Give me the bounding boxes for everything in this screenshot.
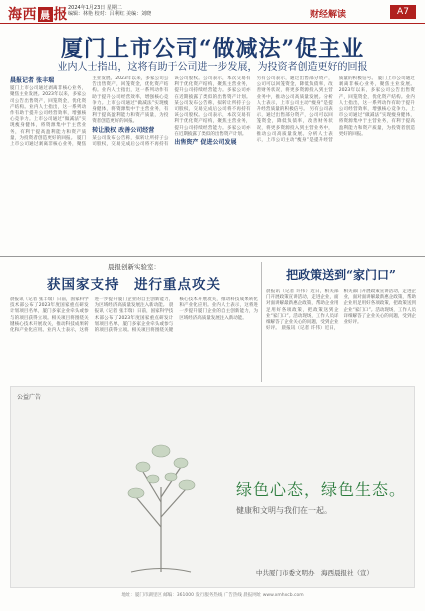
lead-article	[10, 76, 415, 254]
lead-paragraph-4: 厦门上市公司通过剥离非核心业务，聚焦主业发展。2023年以来，多家公司公告出售资产，回笼资金，优化资产结构。业内人士指出，这一系列动作有助于提升公司经营效率，增强核心竞争力。上市公司通过“做减法”实现瘦身健体，将资源集中于主营业务，有利于提高盈利能力和资产质量，为投资者创造更好的回报。	[338, 76, 415, 137]
page-footer: 地址：厦门市湖里区 邮编：361000 发行服务热线 广告热线 晨报网址 www.xmhxcb.com	[121, 593, 304, 598]
lead-paragraph-1b: 厦门上市公司通过剥离非核心业务，聚焦主业发展。2023年以来，多家公司公告出售资产，回笼资金，优化资产结构。业内人士指出，这一系列动作有助于提升公司经营效率，增强核心竞争力。上市公司通过“做减法”实现瘦身健体，将资源集中于主营业务，有利于提高盈利能力和资产质量，为投资者创造更好的回报。	[10, 76, 169, 148]
newspaper-logo	[8, 4, 68, 24]
policy-title: 把政策送到“家门口”	[286, 268, 396, 282]
lead-subheading-2: 出售资产 促进公司发展	[174, 139, 237, 147]
lead-subheading-1: 转让股权 改善公司经营	[92, 126, 155, 134]
policy-paragraph-b: 晨报讯（记者 许伟）近日，相关部门开展政策宣讲活动，走进企业，面对面讲解最新惠企政策，帮助企业用足用好各项政策，把政策送到企业“家门口”。活动现场，工作人员详细解答了企业关心的问题，受到企业好评。	[281, 289, 416, 332]
issue-info	[68, 5, 151, 17]
story-body	[10, 297, 258, 379]
story-paragraph: 晨报讯（记者 张丰瑞）日前，国家科学技术部公布了2023年度国家重点研发计划项目名单，厦门多家企业牵头或参与的项目获得立项。相关项目将围绕关键核心技术开展攻关，推动科技成果转化和产业化应用。业内人士表示，这将进一步提升厦门企业的自主创新能力，为区域经济高质量发展注入新动能。	[10, 297, 174, 334]
ad-credit: 中共厦门市委文明办 海西晨报社（宣）	[256, 569, 373, 577]
section-divider	[0, 256, 425, 257]
story-title: 获国家支持 进行重点攻关	[47, 277, 221, 293]
section-title: 财经解读	[310, 10, 347, 20]
lead-subhead: 业内人士指出，这将有助于公司进一步发展，为投资者创造更好的回报	[57, 62, 368, 73]
logo-text-b: 报	[53, 7, 68, 23]
ad-slogan: 绿色心态，绿色生态。	[236, 480, 407, 499]
issue-date: 2024年1月23日 星期二	[68, 5, 122, 11]
lead-paragraph-1: 厦门上市公司通过剥离非核心业务，聚焦主业发展。2023年以来，多家公司公告出售资产，回笼资金，优化资产结构。业内人士指出，这一系列动作有助于提升公司经营效率，增强核心竞争力。上市公司通过“做减法”实现瘦身健体，将资源集中于主营业务，有利于提高盈利能力和资产质量，为投资者创造更好的回报。	[10, 86, 87, 141]
tree-icon	[91, 417, 231, 577]
policy-body	[266, 289, 416, 381]
policy-paragraph: 晨报讯（记者 许伟）近日，相关部门开展政策宣讲活动，走进企业，面对面讲解最新惠企政策，帮助企业用足用好各项政策，把政策送到企业“家门口”。活动现场，工作人员详细解答了企业关心的问题，受到企业好评。	[266, 289, 339, 332]
ad-tag: 公益广告	[17, 394, 42, 401]
masthead	[0, 0, 425, 24]
story-paragraph-b: 晨报讯（记者 张丰瑞）日前，国家科学技术部公布了2023年度国家重点研发计划项目名单，厦门多家企业牵头或参与的项目获得立项。相关项目将围绕关键核心技术开展攻关，推动科技成果转化和产业化应用。业内人士表示，这将进一步提升厦门企业的自主创新能力，为区域经济高质量发展注入新动能。	[94, 297, 258, 334]
column-rule	[261, 262, 262, 382]
lead-paragraph-2: 某公司发布公告称，拟转让所持子公司股权，交易完成后公司将不再持有该公司股权。公司表示，本次交易有利于优化资产结构，聚焦主营业务，提升公司持续经营能力。多家公司亦在近期披露了类似的出售资产计划。	[92, 76, 251, 148]
byline: 晨报记者 张丰瑞	[10, 77, 55, 84]
logo-text-a: 海西	[8, 7, 37, 23]
story-kicker: 晨报创新实验室：	[108, 263, 160, 271]
story-policy	[266, 262, 416, 382]
page-number: A7	[390, 5, 416, 19]
lead-paragraph-3b: 另有公司表示，通过出售部分资产，公司可以回笼资金，降低负债率，改善财务状况，将更多资源投入到主营业务中，推动公司高质量发展。分析人士表示，上市公司主动“瘦身”是提升经营质量的积极信号。	[256, 76, 377, 144]
story-tech-support	[10, 262, 258, 382]
lead-headline: 厦门上市公司“做减法”促主业	[60, 36, 365, 62]
lead-paragraph-3: 另有公司表示，通过出售部分资产，公司可以回笼资金，降低负债率，改善财务状况，将更多资源投入到主营业务中，推动公司高质量发展。分析人士表示，上市公司主动“瘦身”是提升经营质量的积极信号。	[256, 76, 333, 113]
logo-mark: 晨	[38, 7, 53, 22]
ad-subline: 健康和文明与我们在一起。	[236, 506, 332, 515]
lead-paragraph-2b: 某公司发布公告称，拟转让所持子公司股权，交易完成后公司将不再持有该公司股权。公司表示，本次交易有利于优化资产结构，聚焦主营业务，提升公司持续经营能力。多家公司亦在近期披露了类似的出售资产计划。	[174, 100, 251, 137]
public-service-ad	[10, 386, 415, 588]
issue-editors: 编辑：林艳 校对：吕利红 美编：刘晓	[68, 11, 152, 17]
